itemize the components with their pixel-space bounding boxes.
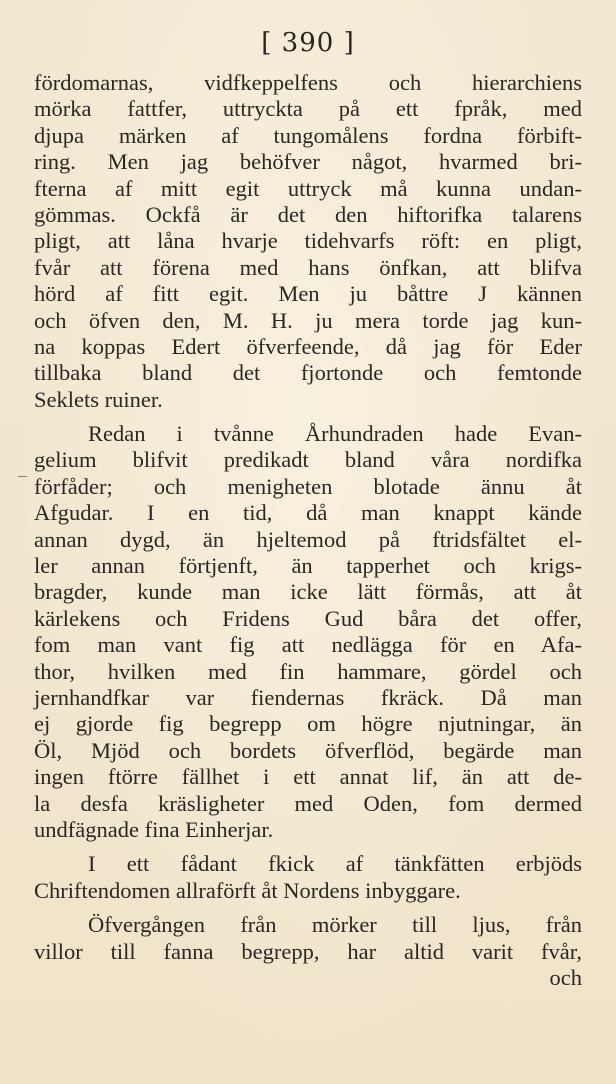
text-line: ingen ftörre fällhet i ett annat lif, än att de- bbox=[34, 764, 582, 790]
text-line: förfåder; och menigheten blotade ännu åt bbox=[34, 473, 582, 499]
margin-mark bbox=[18, 476, 27, 477]
text-line: fom man vant fig att nedlägga för en Afa- bbox=[34, 632, 582, 658]
body-text bbox=[34, 70, 582, 991]
text-line: jernhandfkar var fiendernas fkräck. Då man bbox=[34, 684, 582, 710]
text-line: na koppas Edert öfverfeende, då jag för Eder bbox=[34, 333, 582, 359]
text-line: Afgudar. I en tid, då man knappt kände bbox=[34, 500, 582, 526]
text-line: ej gjorde fig begrepp om högre njutningar, än bbox=[34, 711, 582, 737]
text-line: thor, hvilken med fin hammare, gördel och bbox=[34, 658, 582, 684]
text-line: Seklets ruiner. bbox=[34, 386, 163, 412]
text-line: mörka fattfer, uttryckta på ett fpråk, med bbox=[34, 96, 582, 122]
paragraph-gap bbox=[34, 413, 582, 421]
text-line: kärlekens och Fridens Gud båra det offer, bbox=[34, 605, 582, 631]
paragraph-gap bbox=[34, 843, 582, 851]
text-line: och öfven den, M. H. ju mera torde jag kun- bbox=[34, 307, 582, 333]
text-line: Öfvergången från mörker till ljus, från bbox=[88, 912, 582, 938]
text-line: ler annan förtjenft, än tapperhet och krigs- bbox=[34, 553, 582, 579]
paragraph-gap bbox=[34, 904, 582, 912]
text-line: Öl, Mjöd och bordets öfverflöd, begärde man bbox=[34, 737, 582, 763]
text-line: villor till fanna begrepp, har altid varit fvår, bbox=[34, 938, 582, 964]
text-line: Chriftendomen allraförft åt Nordens inbyggare. bbox=[34, 877, 461, 903]
text-line: bragder, kunde man icke lätt förmås, att åt bbox=[34, 579, 582, 605]
text-line: hörd af fitt egit. Men ju båttre J kännen bbox=[34, 281, 582, 307]
text-line: gömmas. Ockfå är det den hiftorifka talarens bbox=[34, 201, 582, 227]
text-line: la desfa kräsligheter med Oden, fom dermed bbox=[34, 790, 582, 816]
catchword: och bbox=[549, 964, 582, 990]
text-line: undfägnade fina Einherjar. bbox=[34, 816, 274, 842]
text-line: fördomarnas, vidfkeppelfens och hierarchiens bbox=[34, 70, 582, 95]
text-line: fterna af mitt egit uttryck må kunna undan- bbox=[34, 175, 582, 201]
text-line: gelium blifvit predikadt bland våra nordifka bbox=[34, 447, 582, 473]
text-line: pligt, att låna hvarje tidehvarfs röft: en pligt, bbox=[34, 228, 582, 254]
text-line: tillbaka bland det fjortonde och femtonde bbox=[34, 360, 582, 386]
text-line: ring. Men jag behöfver något, hvarmed bri- bbox=[34, 149, 582, 175]
text-line: I ett fådant fkick af tänkfätten erbjöds bbox=[88, 851, 582, 877]
text-line: Redan i tvånne Århundraden hade Evan- bbox=[88, 421, 582, 447]
text-line: fvår att förena med hans önfkan, att blifva bbox=[34, 254, 582, 280]
text-line: djupa märken af tungomålens fordna förbift- bbox=[34, 122, 582, 148]
text-line: annan dygd, än hjeltemod på ftridsfältet el- bbox=[34, 526, 582, 552]
page-number-header: [ 390 ] bbox=[261, 28, 355, 58]
